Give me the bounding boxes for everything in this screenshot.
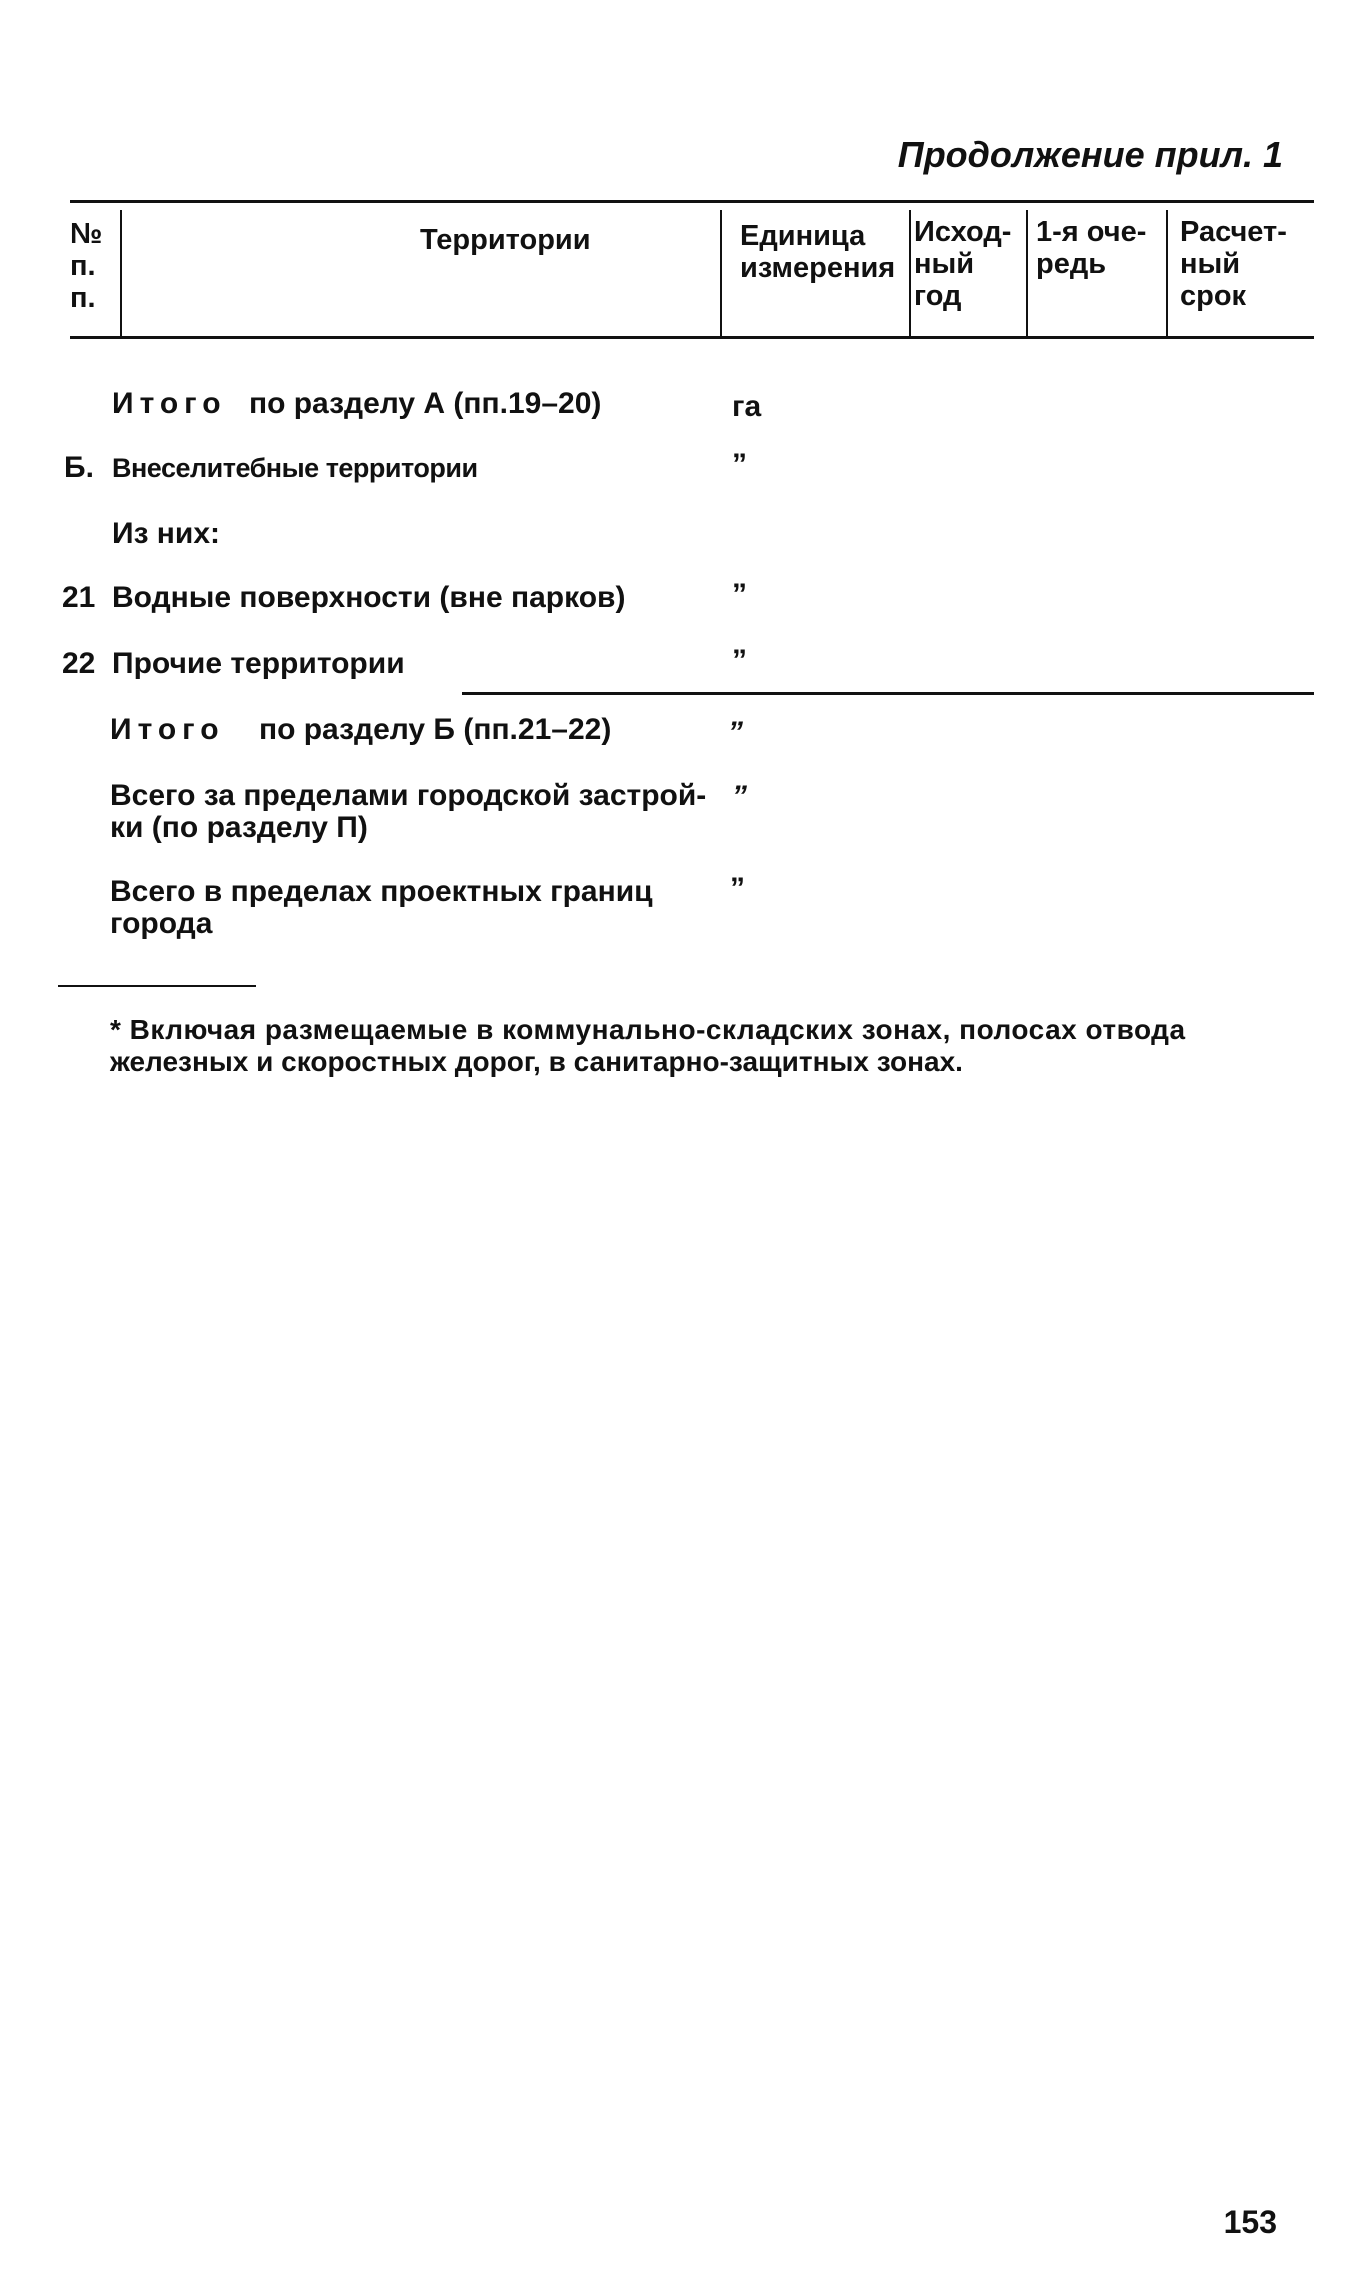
row-label-line: Всего за пределами городской застрой- [110, 779, 707, 812]
row-number: 21 [62, 581, 96, 614]
row-label [110, 876, 653, 940]
header-bottom-rule [70, 336, 1314, 339]
header-number-line: № [70, 218, 103, 250]
row-label-rest: по разделу Б (пп.21–22) [258, 713, 612, 746]
footnote [110, 1014, 1310, 1078]
row-label [110, 714, 611, 746]
row-label-line: Всего в пределах проектных границ [110, 875, 653, 908]
row-unit: ” [732, 644, 747, 677]
header-base-year [914, 216, 1011, 312]
header-first-stage-line: 1-я оче- [1036, 216, 1147, 248]
col-divider [120, 210, 122, 336]
row-unit: ” [728, 716, 743, 749]
header-number [70, 218, 102, 314]
row-label: Из них: [112, 517, 221, 550]
subtotal-rule [462, 692, 1314, 695]
header-territory: Территории [420, 224, 591, 256]
header-target-line: Расчет- [1180, 216, 1287, 248]
header-unit-line: Единица [740, 220, 866, 252]
row-label-rest: по разделу А (пп.19–20) [248, 387, 602, 420]
page-caption: Продолжение прил. 1 [897, 134, 1283, 175]
header-unit-line: измерения [740, 252, 896, 284]
header-target-line: ный [1180, 248, 1241, 280]
row-label: Водные поверхности (вне парков) [112, 581, 626, 614]
header-base-year-line: ный [914, 248, 975, 280]
header-first-stage-line: редь [1036, 248, 1107, 280]
header-number-line: п. [70, 282, 96, 314]
row-label: Внеселитебные территории [112, 453, 478, 483]
row-number: Б. [64, 451, 94, 484]
row-unit: га [732, 390, 762, 423]
row-unit: ” [732, 448, 747, 481]
header-top-rule [70, 200, 1314, 203]
row-label [112, 388, 601, 420]
header-number-line: п. [70, 250, 96, 282]
header-base-year-line: Исход- [914, 216, 1012, 248]
header-target-line: срок [1180, 280, 1247, 312]
footnote-line: * Включая размещаемые в коммунально-складских зонах, полосах отвода [110, 1014, 1186, 1045]
footnote-rule [58, 985, 256, 987]
row-unit: ” [732, 578, 747, 611]
row-label-line: ки (по разделу П) [110, 811, 368, 844]
col-divider [909, 210, 911, 336]
header-unit [740, 220, 895, 284]
row-label-spaced: Итого [112, 387, 227, 420]
col-divider [1166, 210, 1168, 336]
col-divider [1026, 210, 1028, 336]
row-unit: ” [730, 872, 745, 905]
header-base-year-line: год [914, 280, 962, 312]
col-divider [720, 210, 722, 336]
header-first-stage [1036, 216, 1146, 280]
row-unit: ” [732, 780, 747, 813]
row-number: 22 [62, 647, 96, 680]
row-label: Прочие территории [112, 647, 405, 680]
row-label [110, 780, 706, 844]
row-label-line: города [110, 907, 213, 940]
header-target [1180, 216, 1287, 312]
row-label-spaced: Итого [110, 713, 225, 746]
page-number: 153 [1223, 2204, 1277, 2240]
footnote-line: железных и скоростных дорог, в санитарно-защитных зонах. [110, 1046, 963, 1077]
